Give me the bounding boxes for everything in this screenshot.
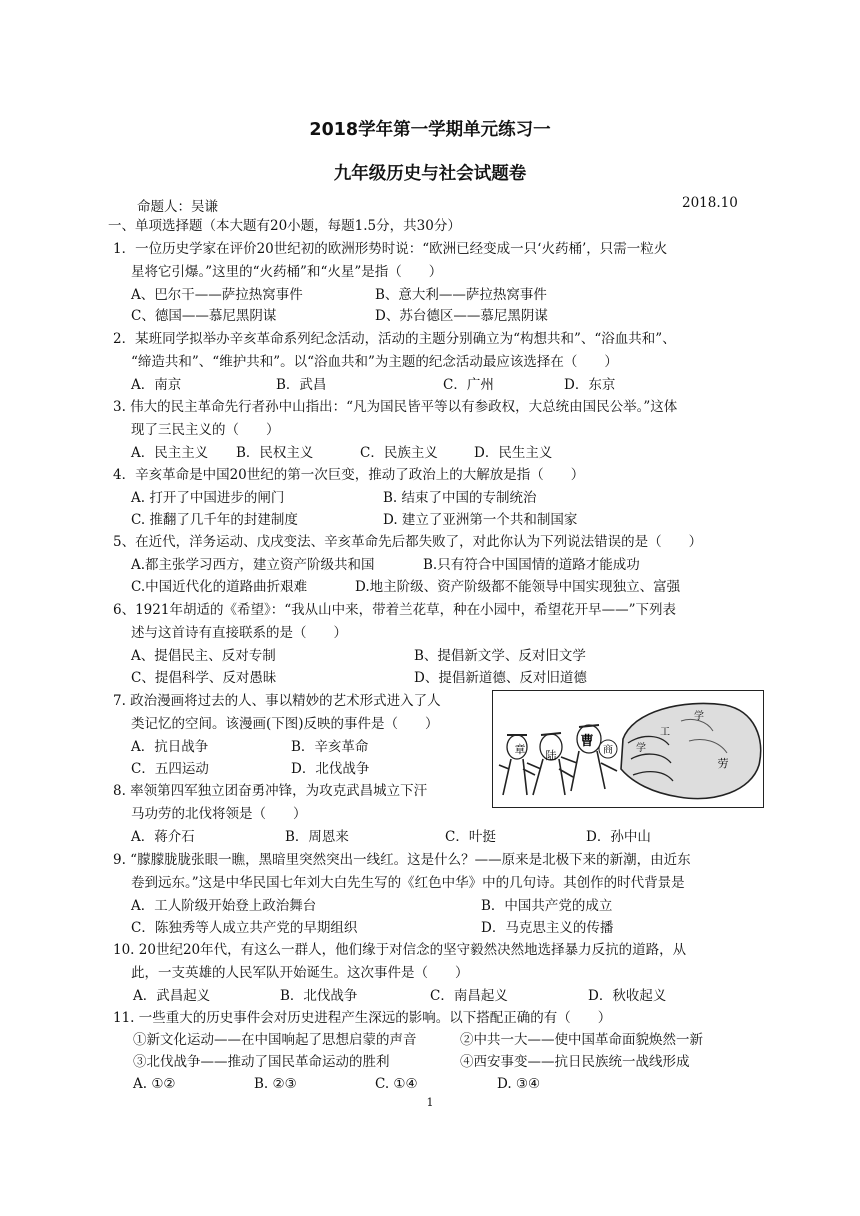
q1-option-b: B、意大利——萨拉热窝事件 [375,287,547,303]
q7-option-a: A．抗日战争 [131,739,209,755]
political-cartoon [492,690,764,808]
question-10-line-1: 10. 20世纪20年代，有这么一群人，他们缘于对信念的坚守毅然决然地选择暴力反抗的道路，从 [113,942,687,958]
question-9-line-2: 卷到远东。”这是中华民国七年刘大白先生写的《红色中华》中的几句诗。其创作的时代背景是 [131,875,685,891]
cartoon-drawing [493,691,764,808]
q3-option-b: B．民权主义 [236,445,314,461]
q1-option-c: C、德国——慕尼黑阴谋 [131,308,277,324]
q2-option-b: B．武昌 [276,377,327,393]
q4-option-a: A. 打开了中国进步的闸门 [131,490,285,506]
q11-item-3: ③北伐战争——推动了国民革命运动的胜利 [133,1054,390,1070]
q11-option-d: D. ③④ [497,1076,541,1092]
q4-option-b: B. 结束了中国的专制统治 [383,490,537,506]
q8-option-d: D．孙中山 [586,829,651,845]
question-8-line-2: 马功劳的北伐将领是（ ） [131,806,307,822]
question-6-line-1: 6、1921年胡适的《希望》：“我从山中来，带着兰花草，种在小园中，希望花开早——”下列表 [113,602,676,618]
cartoon-label-cao: 曹 [580,734,594,749]
q3-option-c: C．民族主义 [360,445,438,461]
cartoon-label-shang: 商 [603,745,613,756]
cartoon-label-lu: 陆 [545,749,557,762]
question-7-line-2: 类记忆的空间。该漫画(下图)反映的事件是（ ） [131,716,439,732]
q11-option-b: B. ②③ [254,1076,297,1092]
author-line: 命题人：吴谦 [137,199,218,215]
question-1-line-1: 1．一位历史学家在评价20世纪初的欧洲形势时说：“欧洲已经变成一只‘火药桶’，只需一粒火 [113,241,668,257]
q8-option-c: C．叶挺 [445,829,496,845]
question-7-line-1: 7. 政治漫画将过去的人、事以精妙的艺术形式进入了人 [113,693,441,709]
q9-option-d: D．马克思主义的传播 [481,920,614,936]
q1-option-d: D、苏台德区——慕尼黑阴谋 [375,308,548,324]
cartoon-label-xue-2: 学 [694,711,704,722]
cartoon-label-xue-1: 学 [636,743,646,754]
question-2-line-1: 2．某班同学拟举办辛亥革命系列纪念活动，活动的主题分别确立为“构想共和”、“浴血共和”、 [113,331,676,347]
q3-option-a: A．民主主义 [131,445,209,461]
q7-option-c: C．五四运动 [131,761,209,777]
cartoon-label-zhang: 章 [514,743,526,756]
question-11-line-1: 11. 一些重大的历史事件会对历史进程产生深远的影响。以下搭配正确的有（ ） [113,1010,612,1026]
q10-option-c: C．南昌起义 [430,988,508,1004]
exam-subtitle: 九年级历史与社会试题卷 [333,164,527,184]
question-1-line-2: 星将它引爆。”这里的“火药桶”和“火星”是指（ ） [131,264,443,280]
q6-option-b: B、提倡新文学、反对旧文学 [414,648,586,664]
q11-item-2: ②中共一大——使中国革命面貌焕然一新 [460,1032,703,1048]
q1-option-a: A、巴尔干——萨拉热窝事件 [131,287,303,303]
q4-option-d: D. 建立了亚洲第一个共和制国家 [383,512,578,528]
q8-option-b: B．周恩来 [285,829,349,845]
q8-option-a: A．蒋介石 [131,829,195,845]
q5-option-b: B.只有符合中国国情的道路才能成功 [423,557,640,573]
question-4-line-1: 4．辛亥革命是中国20世纪的第一次巨变，推动了政治上的大解放是指（ ） [113,467,585,483]
q9-option-b: B．中国共产党的成立 [481,898,613,914]
exam-title: 2018学年第一学期单元练习一 [309,120,551,140]
q6-option-c: C、提倡科学、反对愚昧 [131,670,277,686]
q9-option-a: A．工人阶级开始登上政治舞台 [131,898,317,914]
q11-option-c: C. ①④ [375,1076,418,1092]
q7-option-b: B．辛亥革命 [291,739,369,755]
page-number: 1 [426,1096,434,1109]
q2-option-d: D．东京 [564,377,616,393]
q4-option-c: C. 推翻了几千年的封建制度 [131,512,298,528]
q2-option-a: A．南京 [131,377,182,393]
q10-option-a: A．武昌起义 [133,988,211,1004]
question-10-line-2: 此，一支英雄的人民军队开始诞生。这次事件是（ ） [131,965,469,981]
question-9-line-1: 9. “朦朦胧胧张眼一瞧，黑暗里突然突出一线红。这是什么？——原来是北极下来的新潮，由近东 [113,852,691,868]
q5-option-c: C.中国近代化的道路曲折艰难 [131,579,308,595]
question-2-line-2: “缔造共和”、“维护共和”。以“浴血共和”为主题的纪念活动最应该选择在（ ） [131,354,618,370]
question-5-line-1: 5、在近代，洋务运动、戊戌变法、辛亥革命先后都失败了，对此你认为下列说法错误的是（ ） [113,534,703,550]
q7-option-d: D．北伐战争 [291,761,370,777]
question-8-line-1: 8. 率领第四军独立团奋勇冲锋，为攻克武昌城立下汗 [113,783,428,799]
q9-option-c: C．陈独秀等人成立共产党的早期组织 [131,920,358,936]
exam-date: 2018.10 [682,195,738,211]
q3-option-d: D．民生主义 [474,445,553,461]
q6-option-a: A、提倡民主、反对专制 [131,648,276,664]
q11-item-4: ④西安事变——抗日民族统一战线形成 [460,1054,690,1070]
q11-item-1: ①新文化运动——在中国响起了思想启蒙的声音 [133,1032,417,1048]
q6-option-d: D、提倡新道德、反对旧道德 [414,670,587,686]
question-3-line-2: 现了三民主义的（ ） [131,422,280,438]
q11-option-a: A. ①② [133,1076,176,1092]
question-6-line-2: 述与这首诗有直接联系的是（ ） [131,625,347,641]
section-heading: 一、单项选择题（本大题有20小题，每题1.5分，共30分） [108,218,461,234]
cartoon-label-lao: 劳 [717,757,729,770]
question-3-line-1: 3. 伟大的民主革命先行者孙中山指出：“凡为国民皆平等以有参政权，大总统由国民公举。”这体 [113,399,678,415]
q2-option-c: C．广州 [443,377,494,393]
q5-option-a: A.都主张学习西方，建立资产阶级共和国 [131,557,375,573]
q10-option-d: D．秋收起义 [588,988,667,1004]
q5-option-d: D.地主阶级、资产阶级都不能领导中国实现独立、富强 [355,579,681,595]
q10-option-b: B．北伐战争 [280,988,358,1004]
cartoon-label-gong: 工 [660,727,670,738]
